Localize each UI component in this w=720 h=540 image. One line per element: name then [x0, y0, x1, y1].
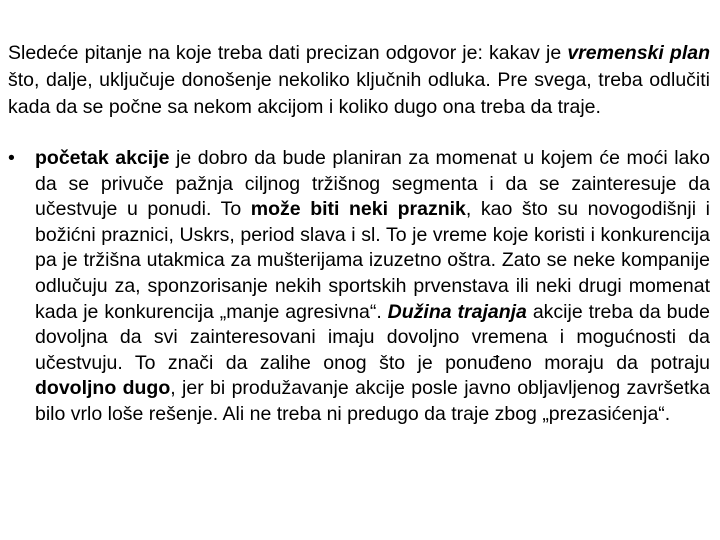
bullet-term-start: početak akcije: [35, 147, 170, 169]
bullet-text-1: je dobro da bude planiran za momenat u kojem će moći lako da se privuče pažnja ciljnog tržišnog segmenta i da se zainteresuje da učestvuje u ponudi. To: [35, 147, 710, 221]
bullet-term-holiday: može biti neki praznik: [250, 198, 466, 221]
intro-term-time-plan: vremenski plan: [567, 42, 710, 64]
bullet-mark: •: [8, 147, 15, 169]
intro-text-1: Sledeće pitanje na koje treba dati precizan odgovor je: kakav je: [8, 42, 568, 64]
bullet-term-duration: Dužina trajanja: [387, 300, 527, 323]
bullet-term-long-enough: dovoljno dugo: [35, 377, 171, 400]
bullet-list: [8, 146, 710, 428]
intro-text-2: što, dalje, uključuje donošenje nekoliko ključnih odluka. Pre svega, treba odlučiti kada da se počne sa nekom akcijom i koliko dugo ona treba da traje.: [8, 69, 710, 118]
bullet-text-3: akcije treba da bude dovoljna da svi zainteresovani imaju dovoljno vremena i mogućnosti da učestvuju. To znači da zalihe onog što je ponuđeno moraju da potraju: [35, 300, 710, 374]
intro-paragraph: [8, 40, 710, 121]
bullet-text-4: , jer bi produžavanje akcije posle javno obljavljenog završetka bilo vrlo loše rešenje. Ali ne treba ni predugo da traje zbog „prezasićenja“.: [35, 377, 710, 425]
bullet-item-start-of-action: [8, 146, 710, 428]
bullet-text-2: , kao što su novogodišnji i božićni praznici, Uskrs, period slava i sl. To je vreme koje koristi i konkurencija pa je tržišna utakmica za mušterijama izuzetno oštra. Zato se neke kompanije odlučuju za, sponzorisanje nekih sportskih prvenstava ili neki drugi momenat kada je konkurencija „manje agresivna“.: [35, 198, 710, 323]
